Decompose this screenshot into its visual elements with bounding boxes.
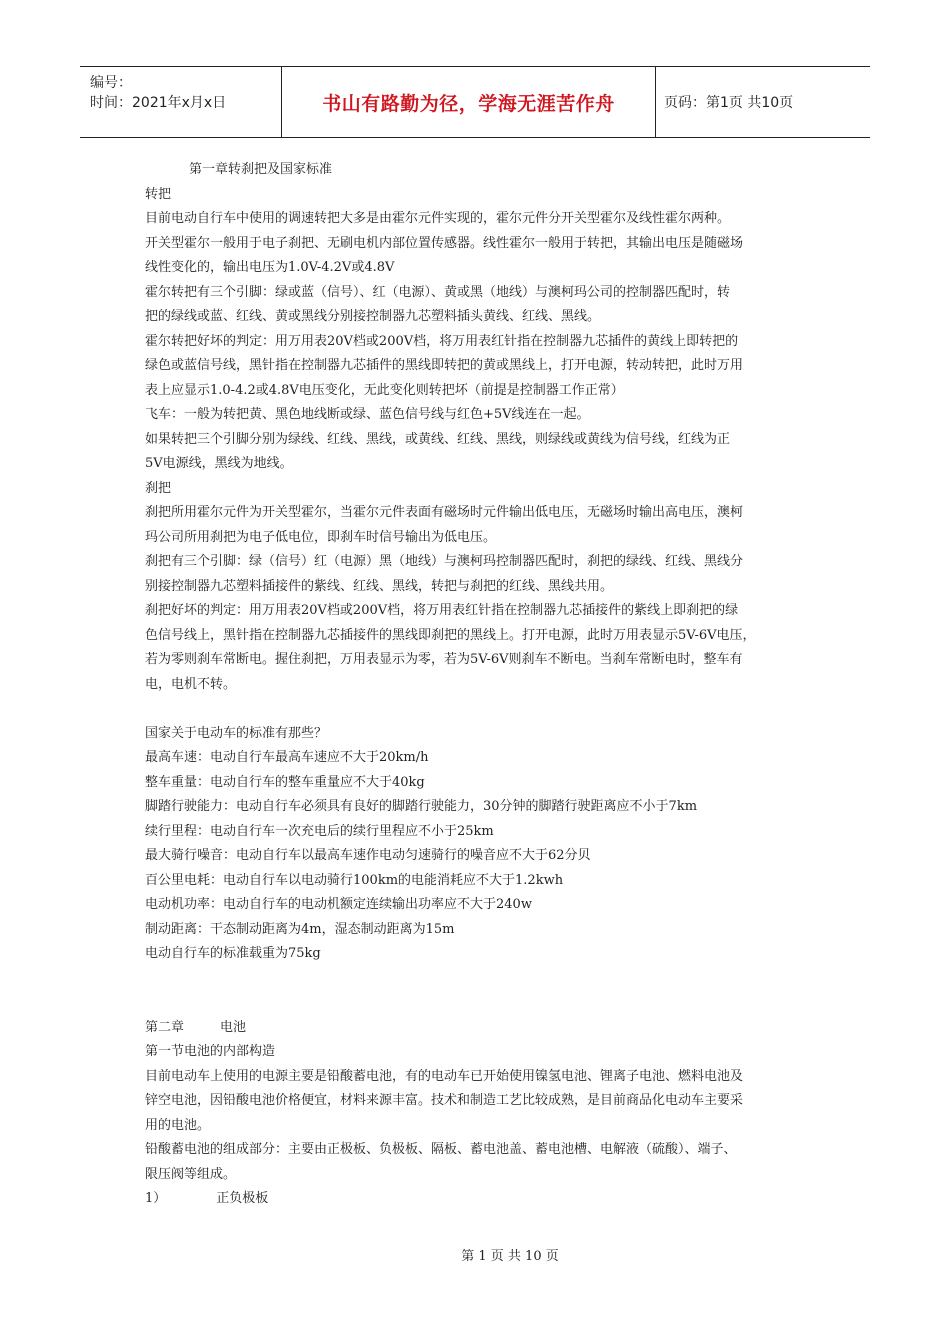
- paragraph-line: 目前电动车上使用的电源主要是铅酸蓄电池，有的电动车已开始使用镍氢电池、锂离子电池、燃料电池及: [145, 1068, 744, 1084]
- standard-item: 百公里电耗：电动自行车以电动骑行100km的电能消耗应不大于1.2kwh: [145, 872, 564, 888]
- paragraph-line: 如果转把三个引脚分别为绿线、红线、黑线，或黄线、红线、黑线，则绿线或黄线为信号线，红线为正: [145, 431, 731, 447]
- paragraph-line: 目前电动自行车中使用的调速转把大多是由霍尔元件实现的，霍尔元件分开关型霍尔及线性霍尔两种。: [145, 211, 731, 226]
- standard-item: 最大骑行噪音：电动自行车以最高车速作电动匀速骑行的噪音应不大于62分贝: [145, 848, 591, 863]
- paragraph-line: 刹把好坏的判定：用万用表20V档或200V档，将万用表红针指在控制器九芯插接件的紫线上即刹把的绿: [145, 603, 739, 618]
- paragraph-line: 若为零则刹车常断电。握住刹把，万用表显示为零，若为5V-6V则刹车不断电。当刹车常断电时，整车有: [145, 652, 743, 667]
- paragraph-line: 线性变化的，输出电压为1.0V-4.2V或4.8V: [145, 260, 395, 275]
- paragraph-line: 飞车：一般为转把黄、黑色地线断或绿、蓝色信号线与红色+5V线连在一起。: [145, 407, 590, 422]
- standard-heading: 国家关于电动车的标准有那些？: [145, 725, 328, 741]
- paragraph-line: 别接控制器九芯塑料插接件的紫线、红线、黑线，转把与刹把的红线、黑线共用。: [145, 578, 614, 594]
- header-motto: 书山有路勤为径，学海无涯苦作舟: [282, 67, 656, 137]
- standard-item: 脚踏行驶能力：电动自行车必须具有良好的脚踏行驶能力，30分钟的脚踏行驶距离应不小于7km: [145, 799, 698, 814]
- paragraph-line: 开关型霍尔一般用于电子刹把、无刷电机内部位置传感器。线性霍尔一般用于转把，其输出电压是随磁场: [145, 235, 744, 251]
- standard-item: 电动自行车的标准载重为75kg: [145, 946, 321, 961]
- page-header: [80, 66, 870, 138]
- chapter2-label: 第二章: [145, 1019, 185, 1035]
- doc-number: 编号：: [90, 75, 132, 91]
- list-number: 1）: [145, 1191, 167, 1206]
- paragraph-line: 表上应显示1.0-4.2或4.8V电压变化，无此变化则转把坏（前提是控制器工作正常）: [145, 382, 624, 398]
- list-item: [145, 1187, 810, 1212]
- paragraph-line: 用的电池。: [145, 1117, 211, 1133]
- paragraph-line: 铅酸蓄电池的组成部分：主要由正极板、负极板、隔板、蓄电池盖、蓄电池槽、电解液（硫酸）、端子、: [145, 1142, 737, 1157]
- paragraph-line: 刹把有三个引脚：绿（信号）红（电源）黑（地线）与澳柯玛控制器匹配时，刹把的绿线、红线、黑线分: [145, 554, 744, 569]
- paragraph-line: 5V电源线，黑线为地线。: [145, 456, 293, 471]
- paragraph-line: 锌空电池，因铅酸电池价格便宜，材料来源丰富。技术和制造工艺比较成熟，是目前商品化电动车主要采: [145, 1093, 744, 1108]
- standard-item: 整车重量：电动自行车的整车重量应不大于40kg: [145, 774, 425, 790]
- paragraph-line: 限压阀等组成。: [145, 1166, 237, 1182]
- chapter2-name: 电池: [220, 1019, 247, 1035]
- paragraph-line: 绿色或蓝信号线，黑针指在控制器九芯插件的黑线即转把的黄或黑线上，打开电源，转动转把，此时万用: [145, 358, 744, 373]
- paragraph-line: 霍尔转把有三个引脚：绿或蓝（信号）、红（电源）、黄或黑（地线）与澳柯玛公司的控制器匹配时，转: [145, 284, 731, 300]
- section1-title: 第一节电池的内部构造: [145, 1044, 276, 1059]
- page-footer: 第 1 页 共 10 页: [461, 1249, 559, 1264]
- section-heading-throttle: 转把: [145, 186, 172, 202]
- chapter2-title: [145, 1016, 810, 1041]
- header-meta: [80, 67, 282, 137]
- paragraph-line: 色信号线上，黑针指在控制器九芯插接件的黑线即刹把的黑线上。打开电源，此时万用表显示5V-6V电压，: [145, 627, 756, 643]
- paragraph-line: 电，电机不转。: [145, 676, 237, 692]
- standard-item: 最高车速：电动自行车最高车速应不大于20km/h: [145, 750, 429, 765]
- header-page-info: 页码：第1页 共10页: [664, 95, 794, 111]
- doc-date: 时间：2021年x月x日: [90, 95, 227, 111]
- paragraph-line: 刹把所用霍尔元件为开关型霍尔，当霍尔元件表面有磁场时元件输出低电压，无磁场时输出高电压，澳柯: [145, 505, 744, 520]
- list-text: 正负极板: [216, 1191, 269, 1206]
- paragraph-line: 把的绿线或蓝、红线、黄或黑线分别接控制器九芯塑料插头黄线、红线、黑线。: [145, 309, 601, 324]
- section-heading-brake: 刹把: [145, 480, 172, 496]
- standard-item: 制动距离：干态制动距离为4m，湿态制动距离为15m: [145, 921, 455, 937]
- document-body: [145, 158, 810, 1212]
- standard-item: 续行里程：电动自行车一次充电后的续行里程应不小于25km: [145, 823, 494, 839]
- paragraph-line: 玛公司所用刹把为电子低电位，即刹车时信号输出为低电压。: [145, 529, 497, 545]
- chapter1-title: 第一章转刹把及国家标准: [189, 162, 333, 177]
- standard-item: 电动机功率：电动自行车的电动机额定连续输出功率应不大于240w: [145, 897, 532, 912]
- paragraph-line: 霍尔转把好坏的判定：用万用表20V档或200V档，将万用表红针指在控制器九芯插件的黄线上即转把的: [145, 333, 739, 349]
